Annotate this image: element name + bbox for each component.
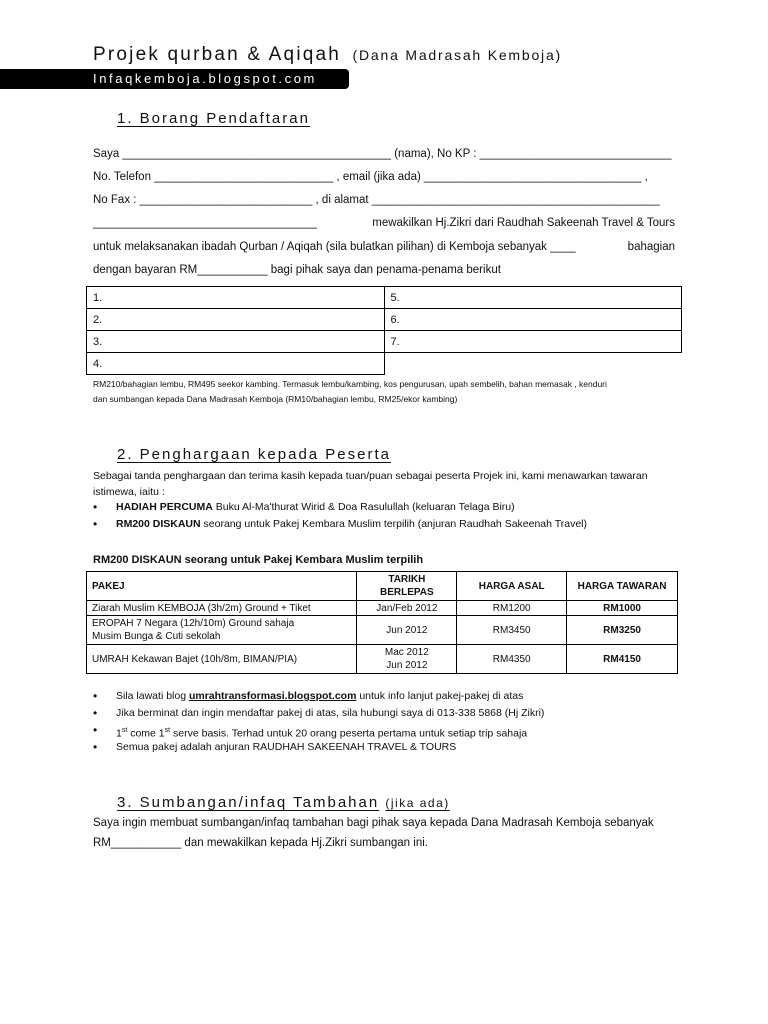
organizer-text: Semua pakej adalah anjuran RAUDHAH SAKEENAH TRAVEL & TOURS bbox=[116, 741, 457, 753]
section-3-heading-suffix: (jika ada) bbox=[385, 796, 450, 810]
form-line-name[interactable]: Saya __________________________________________ (nama), No KP : ______________________________ bbox=[93, 148, 672, 160]
name-cell-3[interactable]: 3. bbox=[87, 331, 385, 353]
table-row bbox=[87, 353, 682, 375]
info-text: untuk info lanjut pakej-pakej di atas bbox=[356, 690, 524, 702]
title-main: Projek qurban & Aqiqah bbox=[93, 44, 342, 65]
cell-pakej-line-1: EROPAH 7 Negara (12h/10m) Ground sahaja bbox=[92, 618, 295, 629]
gift-text: Buku Al-Ma'thurat Wirid & Doa Rasulullah (keluaran Telaga Biru) bbox=[212, 501, 515, 513]
name-cell-4[interactable]: 4. bbox=[87, 353, 385, 375]
ordinal-suffix: st bbox=[121, 727, 128, 734]
section-1-heading bbox=[117, 110, 310, 127]
form-line-quantity bbox=[93, 241, 675, 253]
form-line-phone[interactable]: No. Telefon ____________________________ , email (jika ada) __________________________________ , bbox=[93, 171, 648, 183]
cell-pakej: UMRAH Kekawan Bajet (10h/8m, BIMAN/PIA) bbox=[87, 645, 357, 674]
table-row bbox=[87, 309, 682, 331]
cell-harga-tawaran: RM3250 bbox=[567, 616, 678, 645]
info-text: Sila lawati blog bbox=[116, 690, 189, 702]
price-note-line-1: RM210/bahagian lembu, RM495 seekor kambing. Termasuk lembu/kambing, kos pengurusan, upah sembelih, bahan memasak , kenduri bbox=[93, 379, 607, 389]
discount-bold: RM200 DISKAUN bbox=[116, 518, 201, 530]
name-cell-6[interactable]: 6. bbox=[384, 309, 682, 331]
donation-line-1: Saya ingin membuat sumbangan/infaq tambahan bagi pihak saya kepada Dana Madrasah Kemboja sebanyak bbox=[93, 817, 654, 829]
donation-line-2[interactable]: RM___________ dan mewakilkan kepada Hj.Zikri sumbangan ini. bbox=[93, 837, 428, 849]
intro-line-2: istimewa, iaitu : bbox=[93, 486, 165, 498]
cell-harga-asal: RM3450 bbox=[457, 616, 567, 645]
table-row bbox=[87, 287, 682, 309]
cell-pakej-line-2: Musim Bunga & Cuti sekolah bbox=[92, 631, 221, 642]
section-3-heading bbox=[117, 794, 450, 811]
list-item bbox=[93, 739, 544, 756]
url-banner bbox=[0, 69, 349, 89]
list-item bbox=[93, 499, 587, 516]
cell-tarikh: Jan/Feb 2012 bbox=[357, 601, 457, 616]
section-2-heading-text: 2. Penghargaan kepada Peserta bbox=[117, 446, 391, 463]
form-line-address[interactable] bbox=[93, 217, 675, 229]
cell-tarikh-line-1: Mac 2012 bbox=[384, 647, 429, 658]
empty-cell bbox=[384, 353, 682, 375]
address-blank[interactable]: ___________________________________ bbox=[93, 217, 317, 229]
intro-line-1: Sebagai tanda penghargaan dan terima kasih kepada tuan/puan sebagai peserta Projek ini, kami menawarkan tawaran bbox=[93, 470, 648, 482]
gift-bold: HADIAH PERCUMA bbox=[116, 501, 213, 513]
blog-link[interactable]: umrahtransformasi.blogspot.com bbox=[188, 690, 357, 702]
col-header-harga-tawaran: HARGA TAWARAN bbox=[567, 572, 678, 601]
table-row bbox=[87, 331, 682, 353]
title-subtitle: (Dana Madrasah Kemboja) bbox=[352, 47, 563, 63]
table-row bbox=[87, 645, 678, 674]
table-header-row bbox=[87, 572, 678, 601]
col-header-pakej: PAKEJ bbox=[87, 572, 357, 601]
cell-tarikh: Jun 2012 bbox=[357, 616, 457, 645]
quantity-unit: bahagian bbox=[627, 241, 675, 253]
discount-text: seorang untuk Pakej Kembara Muslim terpilih (anjuran Raudhah Sakeenah Travel) bbox=[200, 518, 587, 530]
participant-names-table bbox=[86, 286, 682, 375]
col-header-tarikh: TARIKH BERLEPAS bbox=[357, 572, 457, 601]
section-2-heading bbox=[117, 446, 391, 463]
table-row bbox=[87, 616, 678, 645]
ordinal: come 1 bbox=[127, 727, 165, 740]
section-1-heading-text: 1. Borang Pendaftaran bbox=[117, 110, 310, 127]
contact-text: Jika berminat dan ingin mendaftar pakej di atas, sila hubungi saya di 013-338 5868 (Hj Zikri) bbox=[116, 707, 545, 719]
form-line-payment[interactable]: dengan bayaran RM___________ bagi pihak saya dan penama-penama berikut bbox=[93, 264, 501, 276]
package-info-list bbox=[93, 688, 544, 756]
gift-list bbox=[93, 499, 587, 533]
list-item bbox=[93, 722, 544, 739]
name-cell-1[interactable]: 1. bbox=[87, 287, 385, 309]
cell-harga-asal: RM4350 bbox=[457, 645, 567, 674]
cell-tarikh-line-2: Jun 2012 bbox=[386, 660, 428, 671]
ordinal-suffix: st bbox=[164, 727, 171, 734]
form-line-fax[interactable]: No Fax : ___________________________ , di alamat _____________________________________________ bbox=[93, 194, 660, 206]
name-cell-7[interactable]: 7. bbox=[384, 331, 682, 353]
price-note-line-2: dan sumbangan kepada Dana Madrasah Kemboja (RM10/bahagian lembu, RM25/ekor kambing) bbox=[93, 394, 458, 404]
package-table-title: RM200 DISKAUN seorang untuk Pakej Kembara Muslim terpilih bbox=[93, 554, 424, 566]
page-title bbox=[93, 44, 562, 66]
quantity-text: untuk melaksanakan ibadah Qurban / Aqiqah (sila bulatkan pilihan) di Kemboja sebanyak ____ bbox=[93, 241, 576, 253]
cell-pakej bbox=[87, 616, 357, 645]
section-3-heading-text: 3. Sumbangan/infaq Tambahan bbox=[117, 794, 380, 811]
representation-text: mewakilkan Hj.Zikri dari Raudhah Sakeenah Travel & Tours bbox=[372, 217, 675, 229]
cell-tarikh bbox=[357, 645, 457, 674]
col-header-harga-asal: HARGA ASAL bbox=[457, 572, 567, 601]
appreciation-intro bbox=[93, 468, 683, 500]
list-item bbox=[93, 516, 587, 533]
ordinal: 1 bbox=[116, 727, 122, 740]
table-row bbox=[87, 601, 678, 616]
name-cell-5[interactable]: 5. bbox=[384, 287, 682, 309]
cell-harga-tawaran: RM4150 bbox=[567, 645, 678, 674]
cell-harga-tawaran: RM1000 bbox=[567, 601, 678, 616]
blog-url: Infaqkemboja.blogspot.com bbox=[93, 71, 317, 86]
cell-harga-asal: RM1200 bbox=[457, 601, 567, 616]
package-table bbox=[86, 571, 678, 674]
cell-pakej: Ziarah Muslim KEMBOJA (3h/2m) Ground + Tiket bbox=[87, 601, 357, 616]
price-note bbox=[93, 377, 683, 407]
name-cell-2[interactable]: 2. bbox=[87, 309, 385, 331]
list-item bbox=[93, 688, 544, 705]
limit-text: serve basis. Terhad untuk 20 orang peserta pertama untuk setiap trip sahaja bbox=[170, 727, 528, 740]
list-item bbox=[93, 705, 544, 722]
